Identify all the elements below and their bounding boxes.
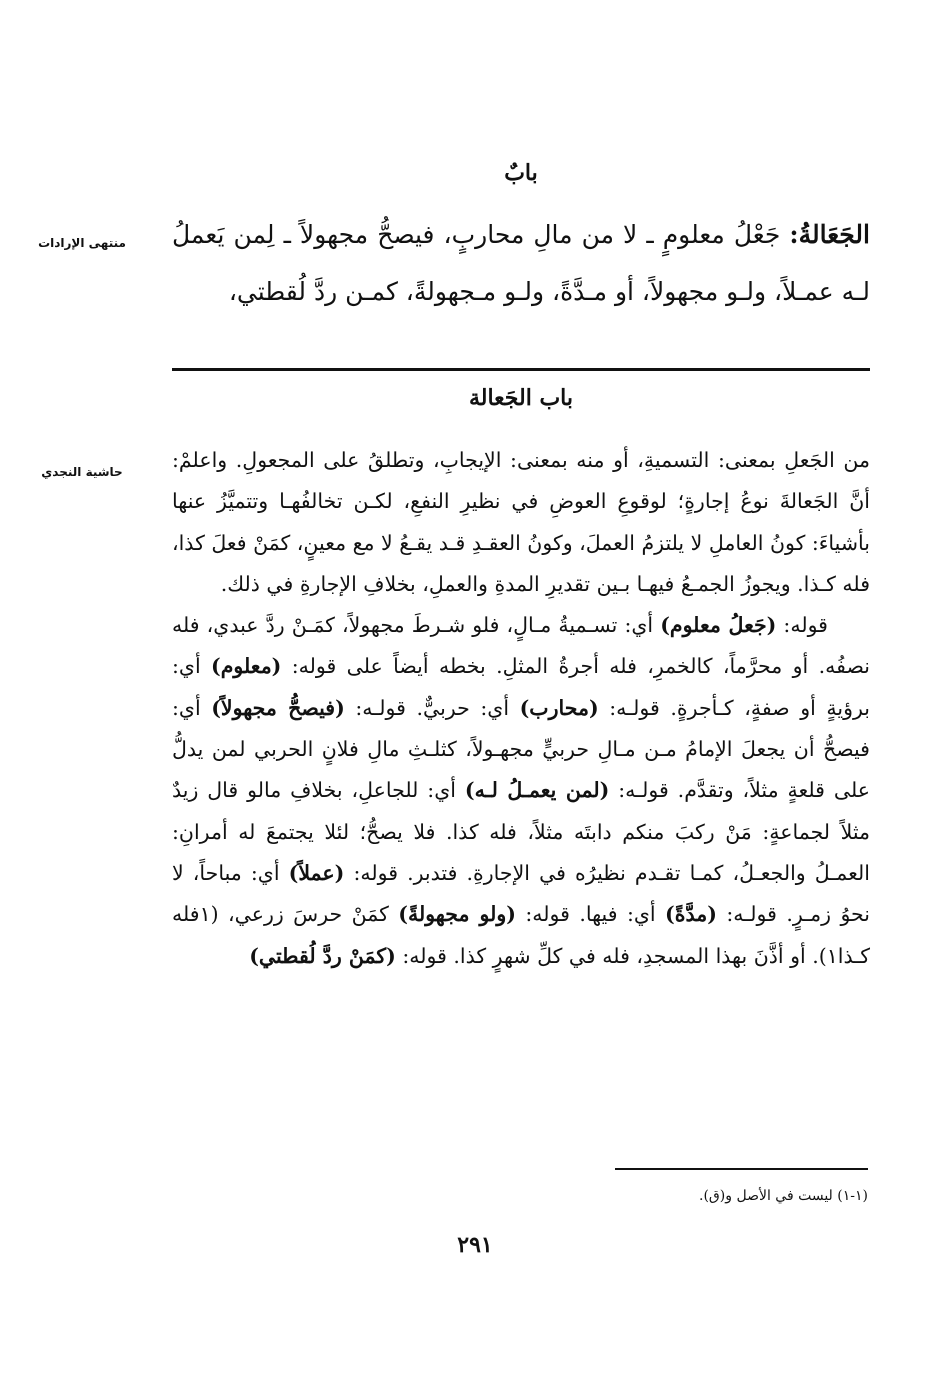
quoted-term: (مدَّةً) (665, 902, 717, 927)
commentary-text: أي: برؤيةٍ أو صفةٍ، كـأجرةٍ. قولـه: (172, 654, 870, 720)
commentary-text: أي: مباحاً، لا نحوُ زمـرٍ. قولـه: (172, 860, 870, 927)
quoted-term: (محارب) (519, 695, 599, 720)
term-label: الجَعَالةُ: (789, 220, 870, 249)
quoted-term: (معلوم) (211, 654, 282, 679)
quoted-term: (جَعلُ معلوم) (660, 613, 777, 638)
commentary-text: أي: فيصحُّ أن يجعلَ الإمامُ مـن مـالِ حربيٍّ مجهـولاً، كثلـثِ مالِ فلانٍ الحربي لمن يدلُّ على قلعةٍ مثلاً، وتقدَّم. قولـه: (172, 695, 870, 803)
quoted-term: (فيصحُّ مجهولاً) (211, 695, 345, 720)
side-label-najdi: حاشية النجدي (41, 465, 123, 479)
commentary-text: أي: حربيٌّ. قولـه: (344, 695, 520, 720)
commentary-text: أي: فيها. قوله: (515, 902, 666, 927)
main-text-block (172, 206, 870, 320)
commentary-text: أي: تسـميةُ مـالٍ، فلو شـرطَ مجهولاً، كمَـنْ ردَّ عبدي، فله نصفُه. أو محرَّماً، كالخمرِ، فله أجرةُ المثلِ. بخطه أيضاً على قوله: (172, 613, 870, 679)
footnote-divider (615, 1168, 868, 1170)
commentary-paragraph: من الجَعلِ بمعنى: التسميةِ، أو منه بمعنى: الإيجابِ، وتطلقُ على المجعولِ. واعلمْ: أنَّ الجَعالةَ نوعُ إجارةٍ؛ لوقوعِ العوضِ في نظيرِ النفعِ، لكـن تخالفُهـا وتتميَّزُ عنها بأشياءَ: كونُ العاملِ لا يلتزمُ العملَ، وكونُ العقـدِ قـد يقـعُ لا مع معينٍ، كمَنْ فعلَ كذا، فله كـذا. ويجوزُ الجمـعُ فيهـا بـين تقديرِ المدةِ والعملِ، بخلافِ الإجارةِ في ذلك. (172, 448, 870, 596)
commentary-heading: باب الجَعالة (468, 385, 574, 411)
quoted-term: (ولو مجهولةً) (398, 902, 516, 927)
quoted-term: (لمن يعمـلُ لـه) (464, 778, 610, 803)
commentary-text: أي: للجاعلِ، بخلافِ مالو قال زيدٌ مثلاً لجماعةٍ: مَنْ ركبَ منكم دابتَه مثلاً، فله كذا. فلا يصحُّ؛ لئلا يجتمعَ له أمرانِ: العمـلُ والجعـلُ، كمـا تقـدم نظيرُه في الإجارةِ. فتدبر. قوله: (172, 778, 870, 885)
quoted-term: (كمَنْ ردَّ لُقطتي) (249, 943, 396, 968)
main-text: جَعْلُ معلومٍ ـ لا من مالِ محاربٍ، فيصحُّ مجهولاً ـ لِمن يَعملُ لـه عمـلاً، ولـو مجهولاً، أو مـدَّةً، ولـو مـجهولةً، كمـن ردَّ لُقطتي، (172, 220, 870, 306)
commentary-text: كمَنْ حرسَ زرعي، (١فله كـذا١). أو أذَّنَ بهذا المسجدِ، فله في كلِّ شهرٍ كذا. قوله: (172, 902, 870, 968)
page-number: ٢٩١ (457, 1232, 493, 1258)
footnote: (١-١) ليست في الأصل و(ق). (699, 1188, 868, 1204)
commentary-paragraph-2 (172, 605, 870, 977)
commentary-block (172, 440, 870, 977)
side-label-muntaha: منتهى الإرادات (38, 236, 126, 250)
quoted-term: (عملاً) (288, 860, 345, 885)
section-divider (172, 368, 870, 371)
commentary-text: قوله: (776, 613, 828, 638)
chapter-heading: بابٌ (504, 160, 538, 186)
